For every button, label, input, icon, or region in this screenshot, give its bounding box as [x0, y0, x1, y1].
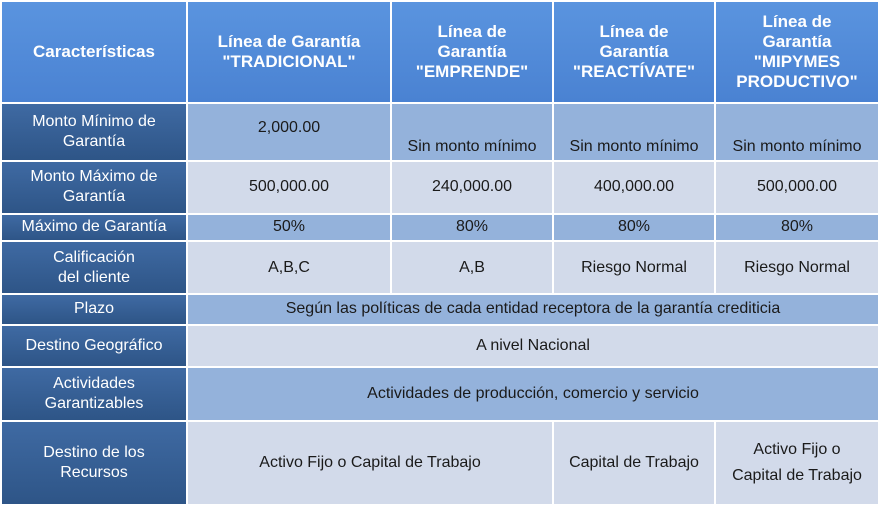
label-destino-recursos-line1: Destino de los: [43, 444, 145, 462]
cell-cal-reactivate: Riesgo Normal: [554, 242, 714, 293]
cell-max-mipymes: 500,000.00: [716, 162, 878, 212]
header-row: [2, 2, 878, 102]
row-monto-minimo: [2, 104, 878, 160]
header-reactivate-line2: Garantía: [599, 41, 669, 61]
label-plazo: Plazo: [2, 295, 186, 323]
cell-recursos-mipymes: [716, 422, 878, 504]
label-monto-minimo-line1: Monto Mínimo de: [32, 113, 156, 131]
header-mipymes-line2: Garantía: [762, 31, 832, 51]
cell-pct-tradicional: 50%: [188, 215, 390, 240]
label-actividades-line1: Actividades: [53, 375, 135, 393]
label-calificacion-line2: del cliente: [57, 268, 131, 286]
header-emprende: [392, 2, 552, 102]
label-monto-maximo-line2: Garantía: [62, 188, 126, 206]
cell-recursos-reactivate: Capital de Trabajo: [554, 422, 714, 504]
header-emprende-line2: Garantía: [437, 41, 507, 61]
cell-cal-emprende: A,B: [392, 242, 552, 293]
label-maximo-garantia: Máximo de Garantía: [2, 215, 186, 240]
row-destino-geografico: [2, 326, 878, 366]
cell-cal-tradicional: A,B,C: [188, 242, 390, 293]
row-plazo: [2, 295, 878, 323]
cell-destino-geografico: A nivel Nacional: [188, 326, 878, 366]
cell-max-reactivate: 400,000.00: [554, 162, 714, 212]
row-destino-recursos: [2, 422, 878, 504]
row-actividades: [2, 368, 878, 420]
cell-plazo: Según las políticas de cada entidad receptora de la garantía crediticia: [188, 295, 878, 323]
cell-recursos-mipymes-line2: Capital de Trabajo: [732, 467, 862, 485]
label-actividades: [2, 368, 186, 420]
row-monto-maximo: [2, 162, 878, 212]
label-monto-maximo: [2, 162, 186, 212]
header-emprende-line1: Línea de: [437, 21, 507, 41]
label-destino-geografico: Destino Geográfico: [2, 326, 186, 366]
header-caracteristicas: Características: [2, 2, 186, 102]
label-calificacion-line1: Calificación: [53, 248, 135, 266]
header-mipymes-line3: "MIPYMES: [753, 51, 841, 71]
label-monto-maximo-line1: Monto Máximo de: [30, 168, 158, 186]
cell-min-reactivate: Sin monto mínimo: [554, 104, 714, 160]
cell-min-emprende: Sin monto mínimo: [392, 104, 552, 160]
cell-pct-mipymes: 80%: [716, 215, 878, 240]
cell-max-emprende: 240,000.00: [392, 162, 552, 212]
cell-recursos-mipymes-line1: Activo Fijo o: [753, 441, 841, 459]
label-destino-recursos: [2, 422, 186, 504]
header-emprende-line3: "EMPRENDE": [415, 61, 529, 81]
cell-recursos-tradicional-emprende: Activo Fijo o Capital de Trabajo: [188, 422, 552, 504]
label-destino-recursos-line2: Recursos: [60, 464, 128, 482]
header-mipymes-line1: Línea de: [762, 11, 832, 31]
header-tradicional-line1: Línea de Garantía: [217, 31, 361, 51]
header-reactivate: [554, 2, 714, 102]
header-tradicional: [188, 2, 390, 102]
header-reactivate-line3: "REACTÍVATE": [572, 61, 696, 81]
label-calificacion: [2, 242, 186, 293]
header-mipymes: [716, 2, 878, 102]
label-monto-minimo: [2, 104, 186, 160]
row-maximo-garantia: [2, 215, 878, 240]
header-reactivate-line1: Línea de: [599, 21, 669, 41]
header-mipymes-line4: PRODUCTIVO": [736, 71, 858, 91]
cell-max-tradicional: 500,000.00: [188, 162, 390, 212]
header-tradicional-line2: "TRADICIONAL": [222, 51, 356, 71]
cell-pct-reactivate: 80%: [554, 215, 714, 240]
label-monto-minimo-line2: Garantía: [62, 133, 126, 151]
row-calificacion: [2, 242, 878, 293]
label-actividades-line2: Garantizables: [44, 395, 144, 413]
cell-cal-mipymes: Riesgo Normal: [716, 242, 878, 293]
cell-pct-emprende: 80%: [392, 215, 552, 240]
cell-min-mipymes: Sin monto mínimo: [716, 104, 878, 160]
cell-min-tradicional: 2,000.00: [188, 104, 390, 160]
cell-actividades: Actividades de producción, comercio y servicio: [188, 368, 878, 420]
